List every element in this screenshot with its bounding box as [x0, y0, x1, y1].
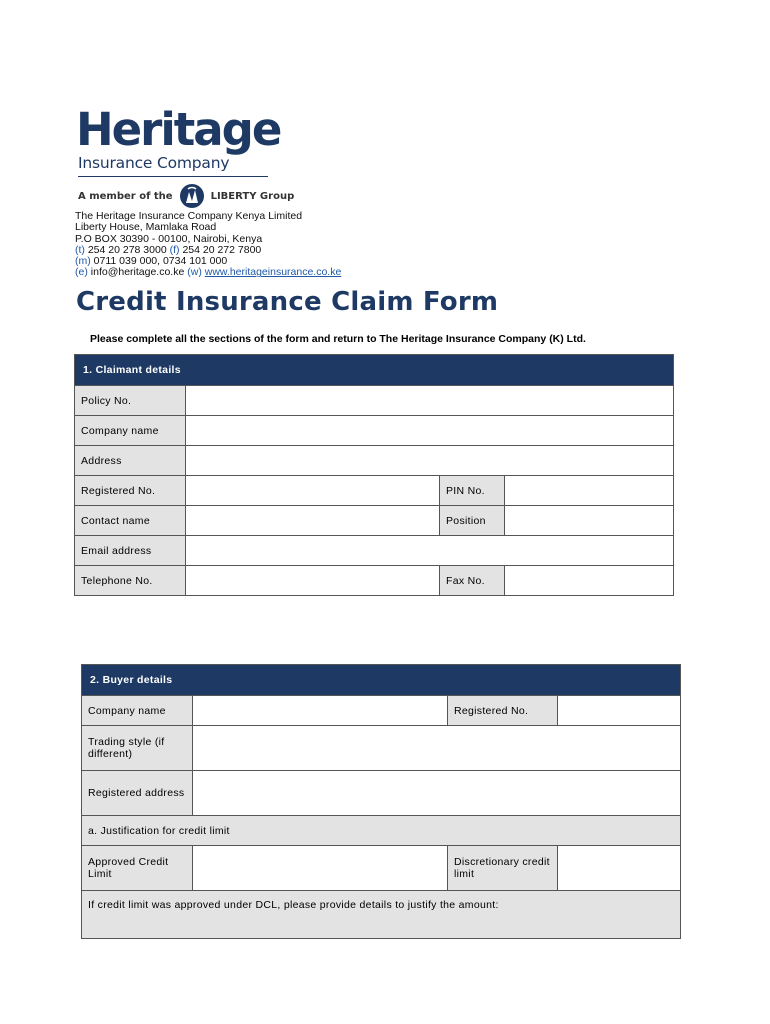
position-label: Position: [440, 506, 505, 536]
claimant-registered-no-field[interactable]: [186, 476, 440, 506]
approved-credit-limit-label: Approved Credit Limit: [82, 846, 193, 891]
company-address-block: [75, 211, 341, 279]
company-pobox: P.O BOX 30390 - 00100, Nairobi, Kenya: [75, 232, 263, 245]
logo-subtitle: Insurance Company: [78, 154, 230, 172]
form-instruction: Please complete all the sections of the form and return to The Heritage Insurance Company (K) Ltd.: [90, 333, 586, 345]
member-prefix: A member of the: [78, 190, 173, 202]
justification-heading: a. Justification for credit limit: [82, 816, 681, 846]
tel-number: 254 20 278 3000: [87, 243, 167, 256]
registered-address-label: Registered address: [82, 771, 193, 816]
contact-line: [75, 267, 341, 278]
pin-no-field[interactable]: [505, 476, 674, 506]
telephone-no-label: Telephone No.: [75, 566, 186, 596]
buyer-company-name-label: Company name: [82, 696, 193, 726]
company-building: Liberty House, Mamlaka Road: [75, 221, 217, 234]
section-1-heading: 1. Claimant details: [75, 355, 674, 386]
buyer-registered-no-label: Registered No.: [448, 696, 558, 726]
dcl-justification-field[interactable]: If credit limit was approved under DCL, please provide details to justify the amount:: [82, 891, 681, 939]
policy-no-label: Policy No.: [75, 386, 186, 416]
liberty-emblem-icon: [179, 183, 205, 209]
fax-number: 254 20 272 7800: [182, 243, 262, 256]
company-logo: [76, 103, 296, 214]
group-name: LIBERTY Group: [210, 190, 295, 202]
email-address-label: Email address: [75, 536, 186, 566]
trading-style-field[interactable]: [193, 726, 681, 771]
email-address-field[interactable]: [186, 536, 674, 566]
discretionary-credit-limit-label: Discretionary credit limit: [448, 846, 558, 891]
fax-no-field[interactable]: [505, 566, 674, 596]
pin-no-label: PIN No.: [440, 476, 505, 506]
claimant-details-table: [74, 354, 674, 596]
claimant-registered-no-label: Registered No.: [75, 476, 186, 506]
company-name: The Heritage Insurance Company Kenya Limited: [75, 210, 303, 222]
discretionary-credit-limit-field[interactable]: [558, 846, 681, 891]
logo-member-line: [78, 183, 294, 209]
claimant-address-label: Address: [75, 446, 186, 476]
section-2-heading: 2. Buyer details: [82, 665, 681, 696]
mobile-number: 0711 039 000, 0734 101 000: [93, 255, 228, 268]
contact-name-label: Contact name: [75, 506, 186, 536]
fax-label: (f): [169, 243, 180, 256]
buyer-details-table: [81, 664, 681, 939]
position-field[interactable]: [505, 506, 674, 536]
logo-divider: [78, 176, 268, 177]
buyer-registered-no-field[interactable]: [558, 696, 681, 726]
approved-credit-limit-field[interactable]: [193, 846, 448, 891]
trading-style-label: Trading style (if different): [82, 726, 193, 771]
fax-no-label: Fax No.: [440, 566, 505, 596]
company-email[interactable]: info@heritage.co.ke: [90, 266, 185, 279]
contact-name-field[interactable]: [186, 506, 440, 536]
form-title: Credit Insurance Claim Form: [76, 287, 499, 317]
claimant-company-name-label: Company name: [75, 416, 186, 446]
telephone-no-field[interactable]: [186, 566, 440, 596]
email-label: (e): [75, 266, 88, 279]
policy-no-field[interactable]: [186, 386, 674, 416]
claimant-company-name-field[interactable]: [186, 416, 674, 446]
logo-brand: Heritage: [76, 103, 281, 156]
claimant-address-field[interactable]: [186, 446, 674, 476]
company-website-link[interactable]: www.heritageinsurance.co.ke: [204, 266, 342, 279]
registered-address-field[interactable]: [193, 771, 681, 816]
buyer-company-name-field[interactable]: [193, 696, 448, 726]
tel-label: (t): [75, 243, 85, 256]
web-label: (w): [187, 266, 202, 279]
mobile-label: (m): [75, 255, 91, 268]
